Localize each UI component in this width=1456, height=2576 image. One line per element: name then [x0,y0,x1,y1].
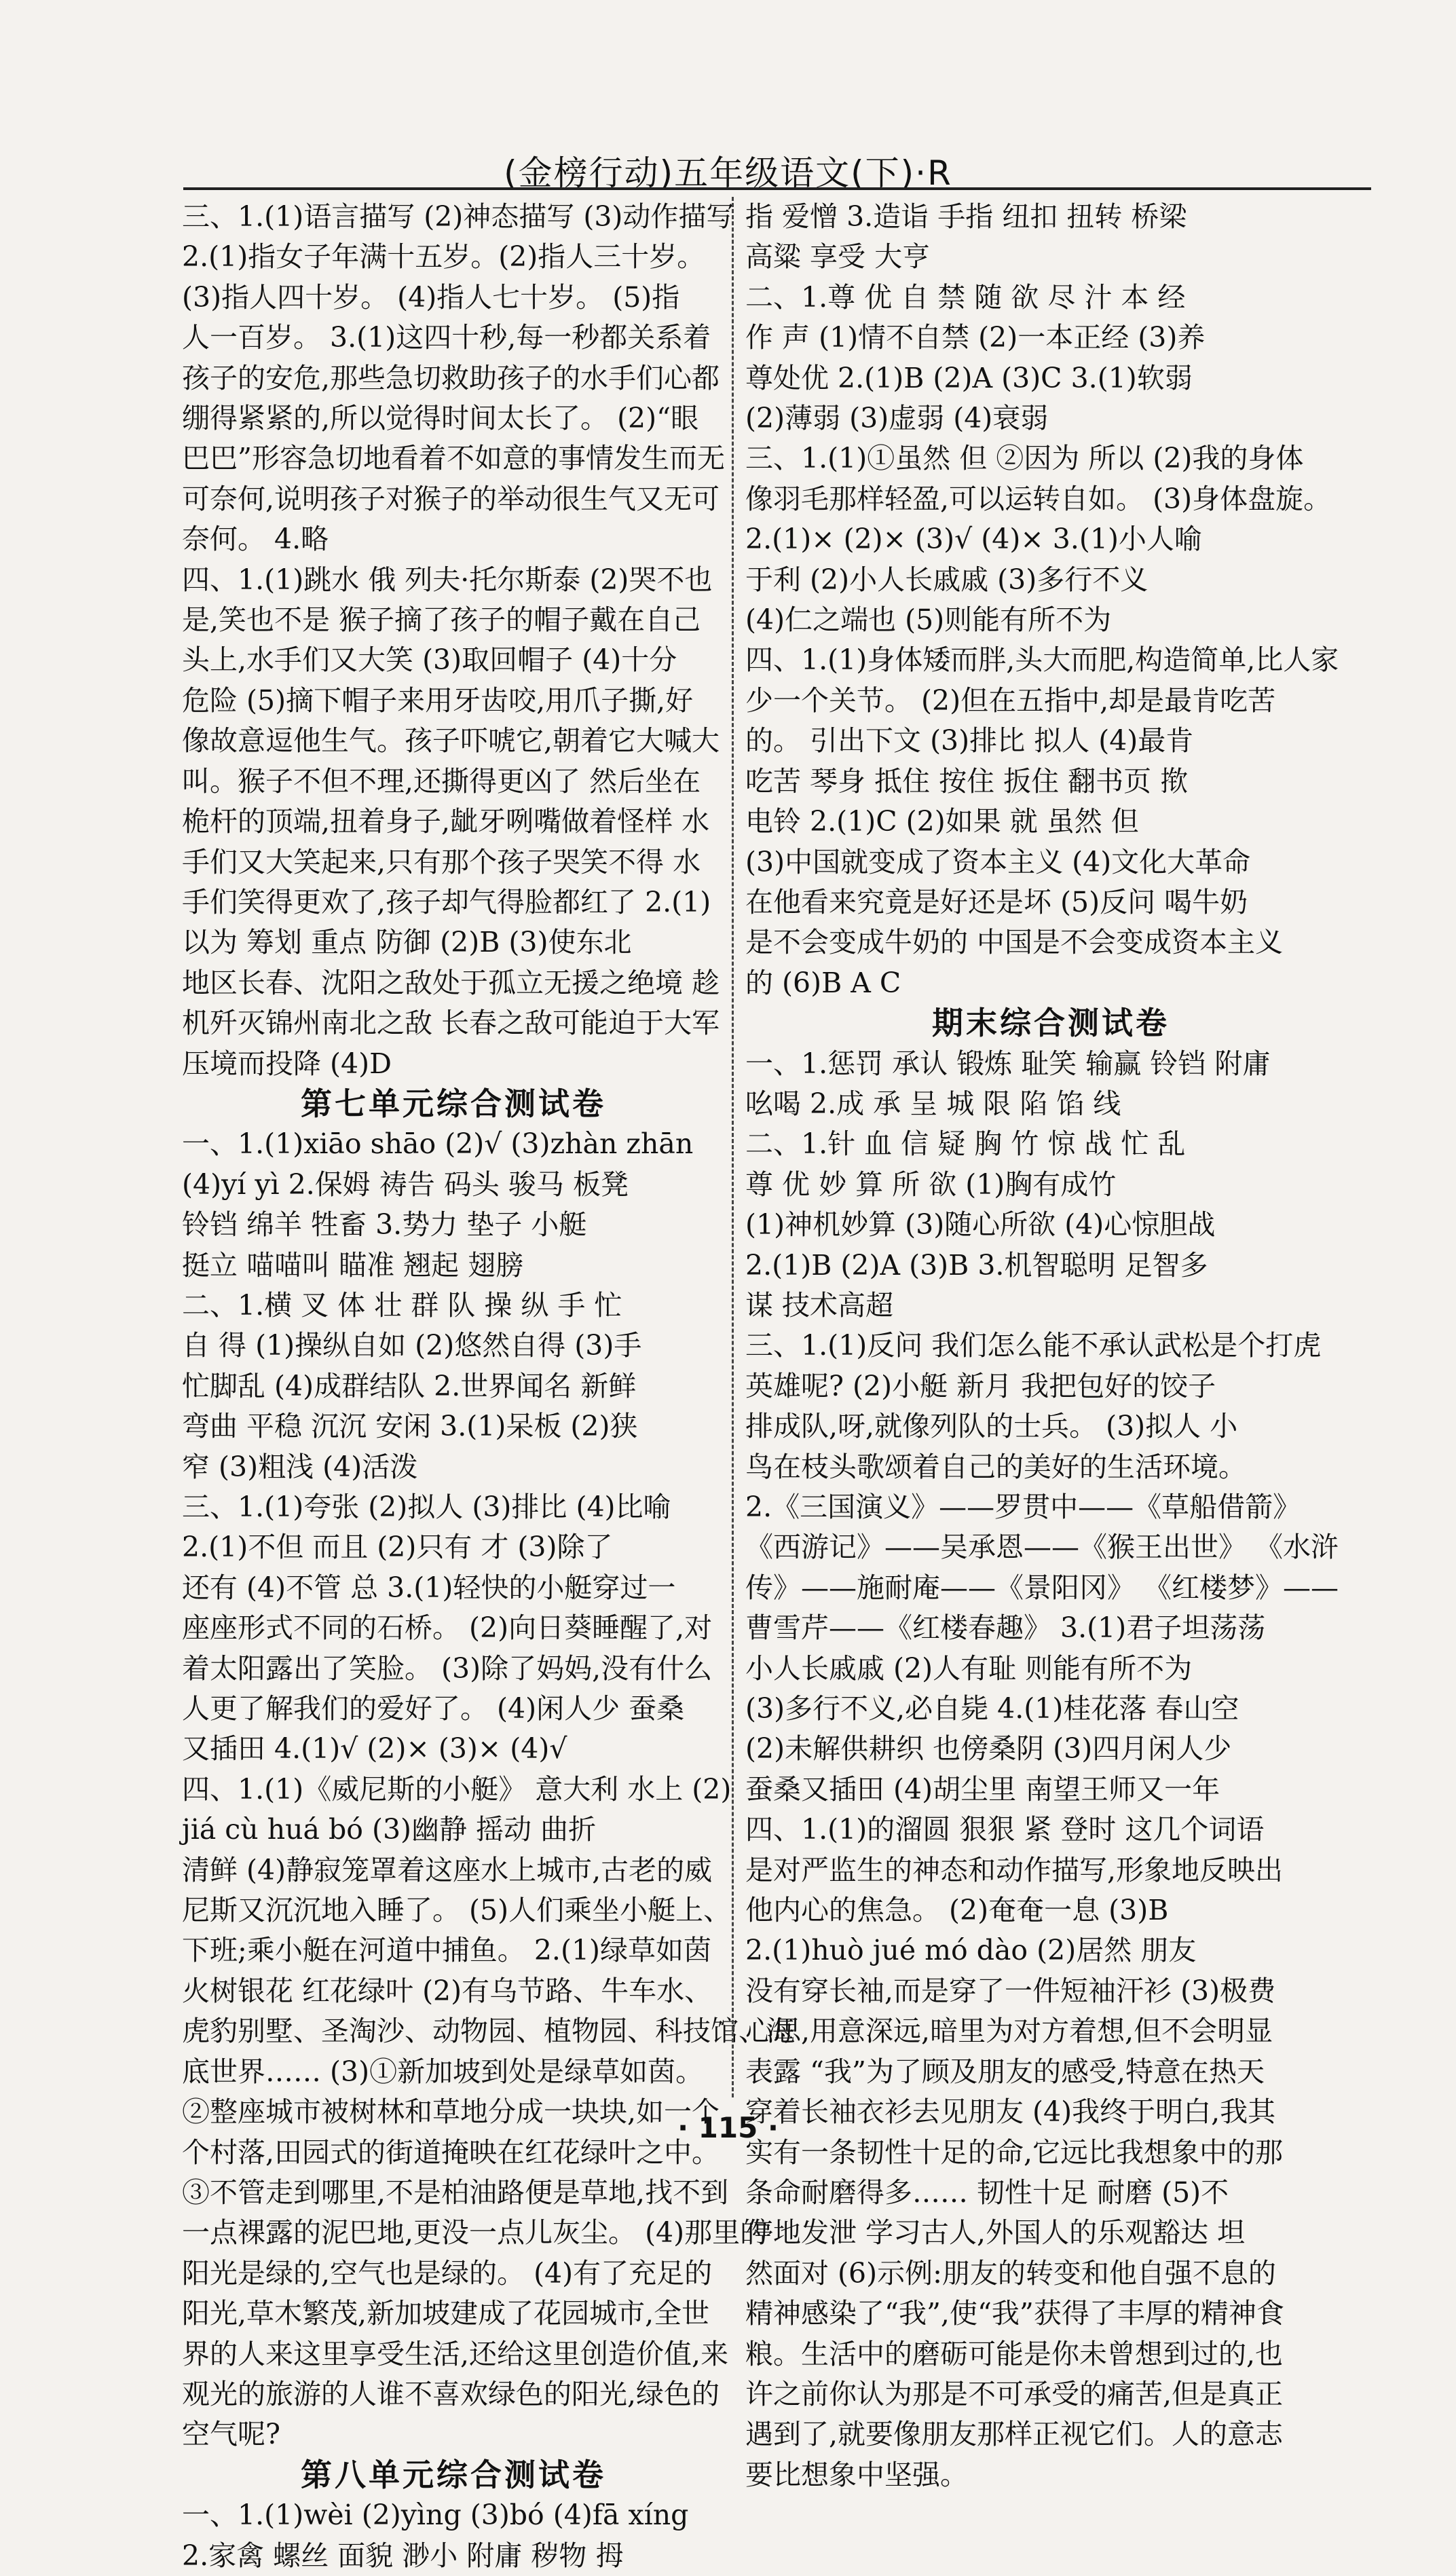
answer-line: 底世界…… (3)①新加坡到处是绿草如茵。 [182,2055,704,2088]
answer-line: 曹雪芹——《红楼春趣》 3.(1)君子坦荡荡 [745,1611,1266,1645]
answer-line: 像故意逗他生气。孩子吓唬它,朝着它大喊大 [182,724,720,758]
section-title: 第七单元综合测试卷 [301,1085,606,1122]
answer-line: 精神感染了“我”,使“我”获得了丰厚的精神食 [745,2297,1284,2330]
answer-line: 小人长戚戚 (2)人有耻 则能有所不为 [745,1651,1193,1685]
answer-line: 实有一条韧性十足的命,它远比我想象中的那 [745,2135,1284,2169]
answer-line: 四、1.(1)的溜圆 狠狠 紧 登时 这几个词语 [745,1813,1265,1846]
answer-line: 吆喝 2.成 承 呈 城 限 陷 馅 线 [745,1087,1121,1120]
answer-line: 尊处优 2.(1)B (2)A (3)C 3.(1)软弱 [745,361,1193,394]
answer-line: 2.(1)B (2)A (3)B 3.机智聪明 足智多 [745,1248,1208,1282]
answer-line: 人更了解我们的爱好了。 (4)闲人少 蚕桑 [182,1692,685,1725]
answer-line: 还有 (4)不管 总 3.(1)轻快的小艇穿过一 [182,1571,676,1604]
answer-line: 许之前你认为那是不可承受的痛苦,但是真正 [745,2377,1284,2410]
answer-line: 弯曲 平稳 沉沉 安闲 3.(1)呆板 (2)狭 [182,1410,638,1443]
answer-line: 传》——施耐庵——《景阳冈》 《红楼梦》—— [745,1571,1339,1604]
answer-line: 自 得 (1)操纵自如 (2)悠然自得 (3)手 [182,1329,642,1362]
column-divider [732,197,734,2097]
answer-line: 遇到了,就要像朋友那样正视它们。人的意志 [745,2418,1284,2451]
answer-line: 二、1.针 血 信 疑 胸 竹 惊 战 忙 乱 [745,1127,1186,1161]
answer-line: 电铃 2.(1)C (2)如果 就 虽然 但 [745,805,1139,838]
answer-line: 谋 技术高超 [745,1288,894,1322]
answer-line: 手们笑得更欢了,孩子却气得脸都红了 2.(1) [182,885,711,918]
answer-line: 三、1.(1)反问 我们怎么能不承认武松是个打虎 [745,1329,1322,1362]
answer-line: 可奈何,说明孩子对猴子的举动很生气又无可 [182,482,720,515]
answer-line: (2)未解供耕织 也傍桑阴 (3)四月闲人少 [745,1732,1232,1766]
answer-line: 火树银花 红花绿叶 (2)有乌节路、牛车水、 [182,1974,713,2007]
answer-line: (3)多行不义,必自毙 4.(1)桂花落 春山空 [745,1692,1239,1725]
answer-line: 粮。生活中的磨砺可能是你未曾想到过的,也 [745,2337,1284,2370]
answer-line: 尼斯又沉沉地入睡了。 (5)人们乘坐小艇上、 [182,1894,732,1927]
answer-line: (4)仁之端也 (5)则能有所不为 [745,603,1112,637]
answer-line: 座座形式不同的石桥。 (2)向日葵睡醒了,对 [182,1611,713,1645]
answer-line: ②整座城市被树林和草地分成一块块,如一个 [182,2095,720,2129]
answer-line: 清鲜 (4)静寂笼罩着这座水上城市,古老的威 [182,1853,713,1886]
answer-line: 奈何。 4.略 [182,523,329,556]
answer-line: 手们又大笑起来,只有那个孩子哭笑不得 水 [182,845,701,878]
answer-line: 吃苦 琴身 抵住 按住 扳住 翻书页 揿 [745,764,1189,798]
answer-line: 表露 “我”为了顾及朋友的感受,特意在热天 [745,2055,1265,2088]
answer-line: 在他看来究竟是好还是坏 (5)反问 喝牛奶 [745,885,1248,918]
answer-line: 窄 (3)粗浅 (4)活泼 [182,1450,418,1483]
answer-line: 挺立 喵喵叫 瞄准 翘起 翅膀 [182,1248,524,1282]
answer-line: 心思,用意深远,暗里为对方着想,但不会明显 [745,2015,1273,2048]
answer-line: 没有穿长袖,而是穿了一件短袖汗衫 (3)极费 [745,1974,1276,2007]
answer-line: 要比想象中坚强。 [745,2458,968,2491]
answer-line: 2.(1)指女子年满十五岁。(2)指人三十岁。 [182,240,705,274]
answer-line: 观光的旅游的人谁不喜欢绿色的阳光,绿色的 [182,2377,720,2410]
right-column [745,197,1356,2495]
answer-line: (1)神机妙算 (3)随心所欲 (4)心惊胆战 [745,1208,1216,1242]
answer-line: (3)中国就变成了资本主义 (4)文化大革命 [745,845,1251,878]
answer-line: 机歼灭锦州南北之敌 长春之敌可能迫于大军 [182,1007,720,1040]
answer-line: 压境而投降 (4)D [182,1047,392,1080]
answer-line: 二、1.尊 优 自 禁 随 欲 尽 汁 本 经 [745,280,1186,314]
answer-line: (4)yí yì 2.保姆 祷告 码头 骏马 板凳 [182,1168,629,1201]
answer-line: 绷得紧紧的,所以觉得时间太长了。 (2)“眼 [182,402,699,435]
answer-line: 二、1.横 叉 体 壮 群 队 操 纵 手 忙 [182,1288,622,1322]
answer-line: 是对严监生的神态和动作描写,形象地反映出 [745,1853,1284,1886]
answer-line: 界的人来这里享受生活,还给这里创造价值,来 [182,2337,729,2370]
answer-line: 作 声 (1)情不自禁 (2)一本正经 (3)养 [745,321,1206,354]
answer-line: 个村落,田园式的街道掩映在红花绿叶之中。 [182,2135,720,2169]
answer-line: 桅杆的顶端,扭着身子,龇牙咧嘴做着怪样 水 [182,805,710,838]
answer-line: 是,笑也不是 猴子摘了孩子的帽子戴在自己 [182,603,701,637]
answer-line: 叫。猴子不但不理,还撕得更凶了 然后坐在 [182,764,701,798]
answer-line: 2.(1)× (2)× (3)√ (4)× 3.(1)小人喻 [745,523,1202,556]
answer-line: 头上,水手们又大笑 (3)取回帽子 (4)十分 [182,643,677,677]
answer-line: 一点裸露的泥巴地,更没一点儿灰尘。 (4)那里的 [182,2216,768,2250]
answer-line: 于利 (2)小人长戚戚 (3)多行不义 [745,563,1149,596]
answer-line: (3)指人四十岁。 (4)指人七十岁。 (5)指 [182,280,680,314]
answer-line: 忙脚乱 (4)成群结队 2.世界闻名 新鲜 [182,1369,637,1402]
answer-line: 一、1.(1)wèi (2)yìng (3)bó (4)fā xíng [182,2499,689,2532]
answer-line: 2.《三国演义》——罗贯中——《草船借箭》 [745,1491,1301,1523]
section-title: 期末综合测试卷 [932,1005,1170,1042]
answer-line: 2.家禽 螺丝 面貌 渺小 附庸 秽物 拇 [182,2539,624,2572]
answer-line: 地区长春、沈阳之敌处于孤立无援之绝境 趁 [182,966,720,999]
answer-line: 巴巴”形容急切地看着不如意的事情发生而无 [182,442,725,475]
answer-line: 停地发泄 学习古人,外国人的乐观豁达 坦 [745,2216,1246,2250]
answer-line: 着太阳露出了笑脸。 (3)除了妈妈,没有什么 [182,1651,713,1685]
answer-line: 指 爱憎 3.造诣 手指 纽扣 扭转 桥梁 [745,200,1187,233]
answer-line: 三、1.(1)①虽然 但 ②因为 所以 (2)我的身体 [745,442,1304,475]
answer-line: 下班;乘小艇在河道中捕鱼。 2.(1)绿草如茵 [182,1934,712,1967]
answer-line: 虎豹别墅、圣淘沙、动物园、植物园、科技馆、海 [182,2015,794,2048]
answer-line: jiá cù huá bó (3)幽静 摇动 曲折 [182,1813,597,1846]
answer-line: 的 (6)B A C [745,966,901,999]
answer-line: 是不会变成牛奶的 中国是不会变成资本主义 [745,926,1284,959]
answer-line: 阳光是绿的,空气也是绿的。 (4)有了充足的 [182,2256,713,2290]
answer-line: 高粱 享受 大亨 [745,240,931,274]
answer-line: 英雄呢? (2)小艇 新月 我把包好的饺子 [745,1369,1216,1402]
answer-line: 四、1.(1)跳水 俄 列夫·托尔斯泰 (2)哭不也 [182,563,713,596]
page-header: (金榜行动)五年级语文(下)·R [504,153,952,193]
answer-line: 他内心的焦急。 (2)奄奄一息 (3)B [745,1894,1169,1927]
answer-line: 鸟在枝头歌颂着自己的美好的生活环境。 [745,1450,1246,1483]
answer-line: 《西游记》——吴承恩——《猴王出世》 《水浒 [745,1531,1339,1564]
answer-line: 少一个关节。 (2)但在五指中,却是最肯吃苦 [745,684,1276,717]
answer-line: 条命耐磨得多…… 韧性十足 耐磨 (5)不 [745,2176,1229,2209]
answer-line: 一、1.惩罚 承认 锻炼 耻笑 输赢 铃铛 附庸 [745,1047,1271,1080]
answer-line: 然面对 (6)示例:朋友的转变和他自强不息的 [745,2256,1276,2290]
answer-line: 一、1.(1)xiāo shāo (2)√ (3)zhàn zhān [182,1127,694,1161]
answer-line: 的。 引出下文 (3)排比 拟人 (4)最肯 [745,724,1194,758]
section-title: 第八单元综合测试卷 [301,2456,606,2493]
answer-line: 阳光,草木繁茂,新加坡建成了花园城市,全世 [182,2297,710,2330]
answer-line: 空气呢? [182,2418,280,2451]
answer-line: 以为 筹划 重点 防御 (2)B (3)使东北 [182,926,632,959]
header-rule [183,187,1371,190]
answer-line: 排成队,呀,就像列队的士兵。 (3)拟人 小 [745,1410,1238,1443]
answer-line: 孩子的安危,那些急切救助孩子的水手们心都 [182,361,720,394]
answer-line: 危险 (5)摘下帽子来用牙齿咬,用爪子撕,好 [182,684,694,717]
answer-line: 2.(1)huò jué mó dào (2)居然 朋友 [745,1934,1197,1967]
answer-line: 四、1.(1)《威尼斯的小艇》 意大利 水上 (2) [182,1772,732,1806]
answer-line: 又插田 4.(1)√ (2)× (3)× (4)√ [182,1732,567,1766]
answer-line: 四、1.(1)身体矮而胖,头大而肥,构造简单,比人家 [745,643,1339,677]
page-number: · 115 · [677,2111,779,2144]
answer-line: 像羽毛那样轻盈,可以运转自如。 (3)身体盘旋。 [745,482,1332,515]
answer-line: 人一百岁。 3.(1)这四十秒,每一秒都关系着 [182,321,711,354]
answer-line: 铃铛 绵羊 牲畜 3.势力 垫子 小艇 [182,1208,587,1242]
answer-line: 三、1.(1)语言描写 (2)神态描写 (3)动作描写 [182,200,734,233]
answer-line: 穿着长袖衣衫去见朋友 (4)我终于明白,我其 [745,2095,1276,2129]
answer-line: 尊 优 妙 算 所 欲 (1)胸有成竹 [745,1168,1117,1201]
answer-line: ③不管走到哪里,不是柏油路便是草地,找不到 [182,2176,729,2209]
answer-line: 2.(1)不但 而且 (2)只有 才 (3)除了 [182,1531,613,1564]
answer-line: 三、1.(1)夸张 (2)拟人 (3)排比 (4)比喻 [182,1491,671,1523]
answer-line: (2)薄弱 (3)虚弱 (4)衰弱 [745,402,1049,435]
answer-line: 蚕桑又插田 (4)胡尘里 南望王师又一年 [745,1772,1220,1806]
